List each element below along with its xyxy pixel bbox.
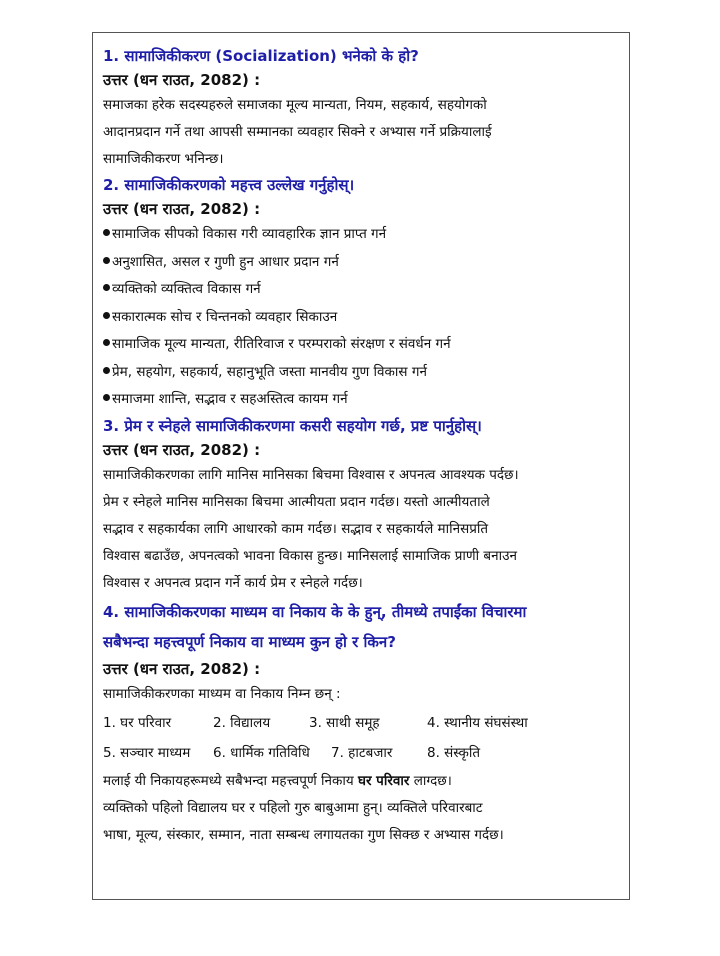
question-4-line-2: सबैभन्दा महत्त्वपूर्ण निकाय वा माध्यम कुन हो र किन?	[103, 632, 396, 651]
question-4-line-1: 4. सामाजिकीकरणका माध्यम वा निकाय के के हुन्, तीमध्ये तपाईंका विचारमा	[103, 602, 527, 621]
answer-label-4: उत्तर (धन राउत, 2082) :	[103, 659, 261, 678]
bullet-icon	[103, 312, 110, 319]
list-item: सामाजिक मूल्य मान्यता, रीतिरिवाज र परम्पराको संरक्षण र संवर्धन गर्न	[103, 331, 623, 359]
answer-3-line: सामाजिकीकरणका लागि मानिस मानिसका बिचमा विश्वास र अपनत्व आवश्यक पर्दछ।	[103, 466, 519, 483]
document-content	[103, 44, 623, 849]
list-item: प्रेम, सहयोग, सहकार्य, सहानुभूति जस्ता मानवीय गुण विकास गर्न	[103, 359, 623, 387]
bullet-icon	[103, 284, 110, 291]
importance-list	[103, 221, 623, 414]
answer-1-line: सामाजिकीकरण भनिन्छ।	[103, 151, 224, 167]
bullet-icon	[103, 367, 110, 374]
bullet-icon	[103, 339, 110, 346]
bullet-icon	[103, 257, 110, 264]
agent-item: 7. हाटबजार	[331, 744, 393, 761]
agents-intro: सामाजिकीकरणका माध्यम वा निकाय निम्न छन् :	[103, 685, 341, 702]
answer-3-line: विश्वास र अपनत्व प्रदान गर्ने कार्य प्रेम र स्नेहले गर्दछ।	[103, 574, 363, 591]
agents-row-1	[103, 708, 623, 738]
answer-4-line: भाषा, मूल्य, संस्कार, सम्मान, नाता सम्बन्ध लगायतका गुण सिक्छ र अभ्यास गर्दछ।	[103, 826, 504, 843]
answer-3-line: विश्वास बढाउँछ, अपनत्वको भावना विकास हुन्छ। मानिसलाई सामाजिक प्राणी बनाउन	[103, 547, 518, 564]
answer-1-line: समाजका हरेक सदस्यहरुले समाजका मूल्य मान्यता, नियम, सहकार्य, सहयोगको	[103, 97, 487, 113]
list-item: अनुशासित, असल र गुणी हुन आधार प्रदान गर्न	[103, 249, 623, 277]
answer-3-line: सद्भाव र सहकार्यका लागि आधारको काम गर्दछ। सद्भाव र सहकार्यले मानिसप्रति	[103, 520, 489, 537]
agent-item: 6. धार्मिक गतिविधि	[213, 744, 310, 761]
agent-item: 4. स्थानीय संघसंस्था	[427, 714, 528, 731]
answer-label-1: उत्तर (धन राउत, 2082) :	[103, 71, 261, 89]
preferred-agent: घर परिवार	[357, 772, 410, 789]
question-1: 1. सामाजिकीकरण (Socialization) भनेको के हो?	[103, 47, 419, 65]
answer-label-3: उत्तर (धन राउत, 2082) :	[103, 440, 261, 459]
answer-1-line: आदानप्रदान गर्ने तथा आपसी सम्मानका व्यवहार सिक्ने र अभ्यास गर्ने प्रक्रियालाई	[103, 124, 492, 140]
list-item: सामाजिक सीपको विकास गरी व्यावहारिक ज्ञान प्राप्त गर्न	[103, 221, 623, 249]
bullet-icon	[103, 394, 110, 401]
agent-item: 2. विद्यालय	[213, 714, 271, 731]
bullet-icon	[103, 229, 110, 236]
agent-item: 5. सञ्चार माध्यम	[103, 744, 191, 761]
question-3: 3. प्रेम र स्नेहले सामाजिकीकरणमा कसरी सहयोग गर्छ, प्रष्ट पार्नुहोस्।	[103, 416, 482, 435]
agent-item: 3. साथी समूह	[309, 714, 380, 731]
list-item: सकारात्मक सोच र चिन्तनको व्यवहार सिकाउन	[103, 304, 623, 332]
list-item: समाजमा शान्ति, सद्भाव र सहअस्तित्व कायम गर्न	[103, 386, 623, 414]
agent-item: 8. संस्कृति	[427, 744, 481, 761]
answer-4-line: व्यक्तिको पहिलो विद्यालय घर र पहिलो गुरु बाबुआमा हुन्। व्यक्तिले परिवारबाट	[103, 799, 483, 816]
agent-item: 1. घर परिवार	[103, 714, 172, 731]
preferred-agent-line: मलाई यी निकायहरूमध्ये सबैभन्दा महत्त्वपूर्ण निकाय घर परिवार लाग्दछ।	[103, 772, 452, 789]
answer-label-2: उत्तर (धन राउत, 2082) :	[103, 200, 261, 218]
list-item: व्यक्तिको व्यक्तित्व विकास गर्न	[103, 276, 623, 304]
question-2: 2. सामाजिकीकरणको महत्त्व उल्लेख गर्नुहोस्।	[103, 176, 355, 194]
answer-3-line: प्रेम र स्नेहले मानिस मानिसका बिचमा आत्मीयता प्रदान गर्दछ। यस्तो आत्मीयताले	[103, 493, 490, 510]
agents-row-2	[103, 738, 623, 768]
